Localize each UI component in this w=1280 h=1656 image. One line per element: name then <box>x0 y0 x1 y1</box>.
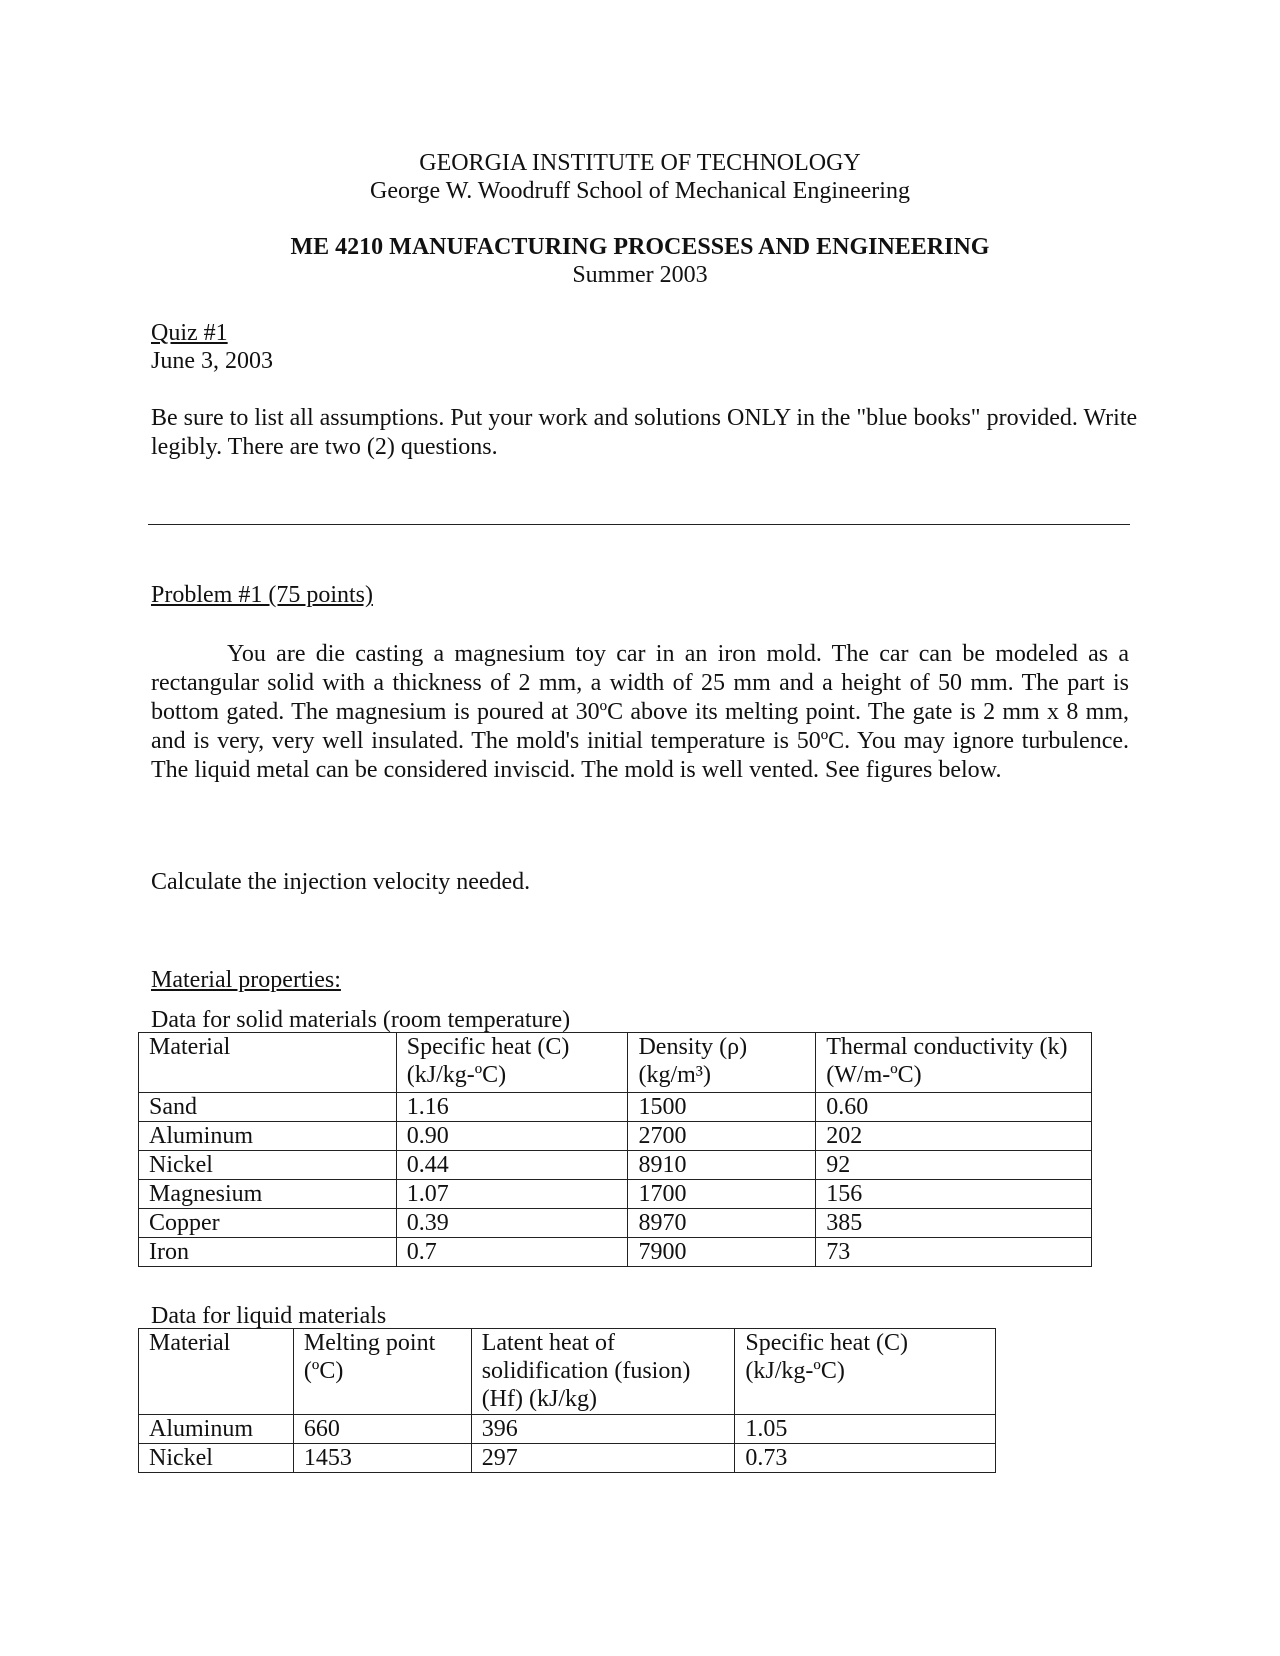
table-cell: 73 <box>816 1238 1092 1267</box>
header-line: (kJ/kg-ºC) <box>745 1358 845 1384</box>
table-cell: Nickel <box>139 1444 294 1473</box>
table-row <box>139 1444 996 1473</box>
header-line: Specific heat (C) <box>745 1330 908 1356</box>
header-line: (W/m-ºC) <box>826 1062 922 1088</box>
header-cell <box>293 1329 471 1415</box>
header-cell <box>816 1033 1092 1093</box>
header-cell <box>139 1033 397 1093</box>
header-cell <box>471 1329 735 1415</box>
table-cell: 1.16 <box>396 1093 628 1122</box>
instructions: Be sure to list all assumptions. Put your work and solutions ONLY in the "blue books" provided. Write legibly. There are two (2) questions. <box>151 405 1138 460</box>
table-cell: 660 <box>293 1415 471 1444</box>
table-cell: Aluminum <box>139 1122 397 1151</box>
header-line: Latent heat of <box>481 1330 615 1356</box>
table-cell: Iron <box>139 1238 397 1267</box>
school-name: George W. Woodruff School of Mechanical Engineering <box>370 178 910 204</box>
quiz-title: Quiz #1 <box>151 320 228 346</box>
horizontal-divider <box>148 524 1130 525</box>
material-properties-title: Material properties: <box>151 967 341 993</box>
header-line: (kJ/kg-ºC) <box>406 1062 507 1088</box>
header-line: Specific heat (C) <box>406 1034 570 1060</box>
table-cell: 385 <box>816 1209 1092 1238</box>
liquid-table-caption: Data for liquid materials <box>151 1303 387 1329</box>
table-row <box>139 1180 1092 1209</box>
table-cell: 156 <box>816 1180 1092 1209</box>
table-header-row <box>139 1329 996 1415</box>
header-cell <box>139 1329 294 1415</box>
table-row <box>139 1122 1092 1151</box>
header-line: (Hf) (kJ/kg) <box>481 1386 597 1412</box>
problem-task: Calculate the injection velocity needed. <box>151 869 531 895</box>
table-row <box>139 1151 1092 1180</box>
header-line: Material <box>149 1034 231 1060</box>
solid-table-caption: Data for solid materials (room temperature) <box>151 1007 571 1033</box>
table-cell: 0.44 <box>396 1151 628 1180</box>
table-cell: 202 <box>816 1122 1092 1151</box>
header-line: Thermal conductivity (k) <box>826 1034 1068 1060</box>
table-cell: 8910 <box>628 1151 816 1180</box>
problem-statement: You are die casting a magnesium toy car in an iron mold. The car can be modeled as a rectangular solid with a thickness of 2 mm, a width of 25 mm and a height of 50 mm. The part is bottom gated. The magnesium is poured at 30ºC above its melting point. The gate is 2 mm x 8 mm, and is very, very well insulated. The mold's initial temperature is 50ºC. You may ignore turbulence. The liquid metal can be considered inviscid. The mold is well vented. See figures below. <box>151 641 1129 783</box>
table-cell: 1.07 <box>396 1180 628 1209</box>
table-row <box>139 1209 1092 1238</box>
table-cell: 0.7 <box>396 1238 628 1267</box>
table-row <box>139 1238 1092 1267</box>
header-line: solidification (fusion) <box>481 1358 691 1384</box>
course-title: ME 4210 MANUFACTURING PROCESSES AND ENGINEERING <box>290 234 990 260</box>
institution-name: GEORGIA INSTITUTE OF TECHNOLOGY <box>419 150 861 176</box>
table-cell: 396 <box>471 1415 735 1444</box>
table-cell: Aluminum <box>139 1415 294 1444</box>
table-cell: 0.39 <box>396 1209 628 1238</box>
table-cell: 1.05 <box>735 1415 996 1444</box>
header-line: (kg/m³) <box>638 1062 711 1088</box>
solid-materials-table <box>138 1032 1092 1267</box>
table-cell: 0.90 <box>396 1122 628 1151</box>
table-cell: Copper <box>139 1209 397 1238</box>
table-cell: Magnesium <box>139 1180 397 1209</box>
header-cell <box>628 1033 816 1093</box>
table-cell: 8970 <box>628 1209 816 1238</box>
liquid-materials-table <box>138 1328 996 1473</box>
table-cell: Sand <box>139 1093 397 1122</box>
table-cell: 297 <box>471 1444 735 1473</box>
header-line: (ºC) <box>303 1358 344 1384</box>
table-cell: 2700 <box>628 1122 816 1151</box>
table-cell: 7900 <box>628 1238 816 1267</box>
table-cell: 92 <box>816 1151 1092 1180</box>
header-line: Melting point <box>303 1330 436 1356</box>
header-line: Density (ρ) <box>638 1034 748 1060</box>
table-cell: Nickel <box>139 1151 397 1180</box>
quiz-date: June 3, 2003 <box>151 348 273 374</box>
term: Summer 2003 <box>572 262 708 288</box>
table-cell: 1500 <box>628 1093 816 1122</box>
table-cell: 0.73 <box>735 1444 996 1473</box>
table-cell: 0.60 <box>816 1093 1092 1122</box>
problem-title: Problem #1 (75 points) <box>151 582 373 608</box>
header-cell <box>735 1329 996 1415</box>
table-row <box>139 1415 996 1444</box>
table-row <box>139 1093 1092 1122</box>
header-cell <box>396 1033 628 1093</box>
table-cell: 1700 <box>628 1180 816 1209</box>
header-line: Material <box>149 1330 231 1356</box>
table-header-row <box>139 1033 1092 1093</box>
table-cell: 1453 <box>293 1444 471 1473</box>
